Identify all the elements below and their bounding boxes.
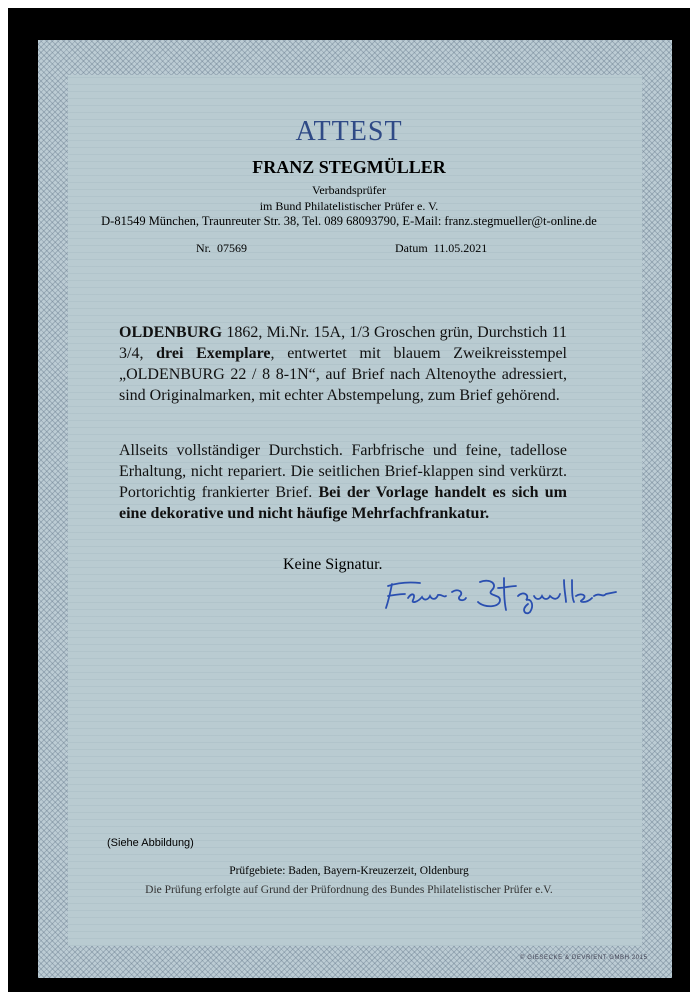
examination-areas: Prüfgebiete: Baden, Bayern-Kreuzerzeit, Oldenburg — [229, 865, 469, 877]
certificate-date — [395, 241, 487, 256]
examiner-role: Verbandsprüfer — [312, 183, 386, 197]
condition-paragraph: Allseits vollständiger Durchstich. Farbfrische und feine, tadellose Erhaltung, nicht repariert. Die seitlichen Brief-klappen sind verkürzt. Portorichtig frankierter Brief. Bei der Vorlage handelt es sich um eine dekorative und nicht häufige Mehrfachfrankatur. — [119, 442, 567, 522]
date-label: Datum — [395, 241, 428, 255]
handwritten-signature — [380, 570, 620, 620]
description-paragraph: OLDENBURG 1862, Mi.Nr. 15A, 1/3 Groschen grün, Durchstich 11 3/4, drei Exemplare, entwertet mit blauem Zweikreisstempel „OLDENBURG 22 / 8 8-1N“, auf Brief nach Altenoythe adressiert, sind Originalmarken, mit echter Abstempelung, zum Brief gehörend. — [119, 324, 567, 404]
nr-label: Nr. — [196, 241, 211, 255]
image-reference: (Siehe Abbildung) — [107, 837, 194, 849]
date-value: 11.05.2021 — [433, 241, 488, 255]
assessment-bold: Bei der Vorlage handelt es sich um eine dekorative und nicht häufige Mehrfachfrankatur. — [119, 484, 567, 522]
certificate-number — [196, 241, 247, 256]
examiner-address: D-81549 München, Traunreuter Str. 38, Tel. 089 68093790, E-Mail: franz.stegmueller@t-online.de — [101, 214, 597, 228]
copies-count: drei Exemplare — [156, 345, 271, 362]
stamp-origin: OLDENBURG — [119, 324, 223, 341]
copyright-note: © GIESECKE & DEVRIENT GMBH 2015 — [520, 955, 648, 961]
examiner-name: FRANZ STEGMÜLLER — [252, 157, 446, 177]
examiner-association: im Bund Philatelistischer Prüfer e. V. — [259, 199, 439, 213]
examination-rule: Die Prüfung erfolgte auf Grund der Prüfordnung des Bundes Philatelistischer Prüfer e.V. — [145, 884, 553, 896]
signature-note: Keine Signatur. — [283, 556, 383, 573]
attest-title: ATTEST — [295, 116, 403, 147]
nr-value: 07569 — [217, 241, 247, 255]
